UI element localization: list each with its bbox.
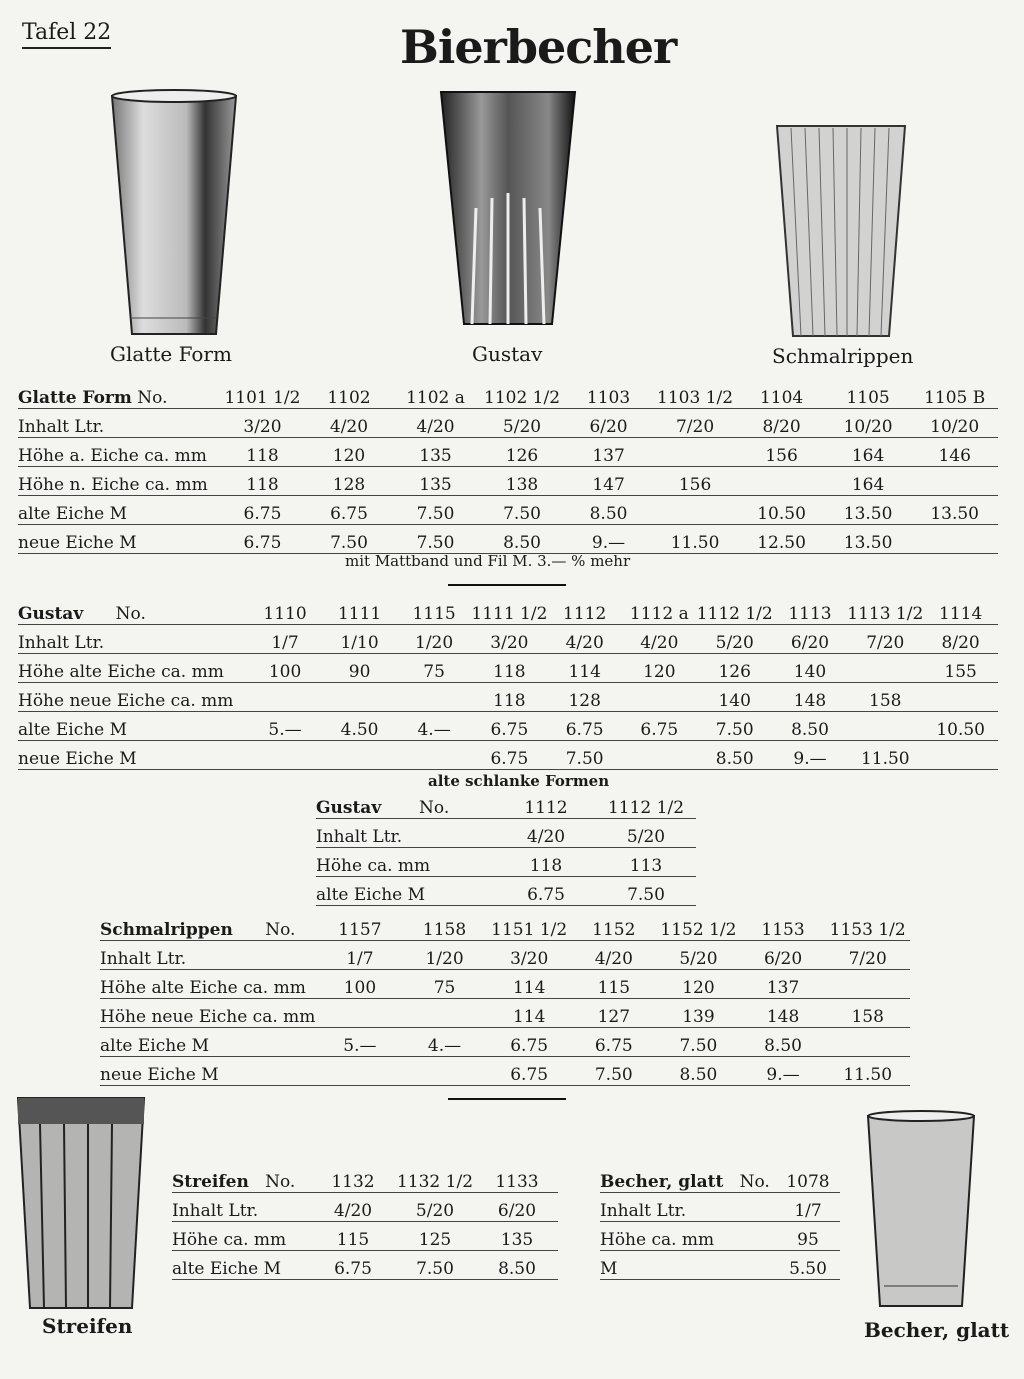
item-number: 1102 a: [392, 380, 479, 409]
table-cell: [911, 525, 998, 554]
table-cell: 9.—: [565, 525, 652, 554]
table-cell: 148: [773, 683, 848, 712]
table-cell: 137: [741, 970, 826, 999]
table-cell: 5/20: [656, 941, 741, 970]
table-cell: 5.50: [776, 1251, 840, 1280]
table-row: [18, 625, 998, 654]
row-label: Höhe ca. mm: [316, 848, 496, 877]
table-cell: 158: [847, 683, 923, 712]
item-number: 1111 1/2: [471, 596, 547, 625]
row-label: Höhe alte Eiche ca. mm: [18, 654, 248, 683]
table-cell: 8.50: [476, 1251, 558, 1280]
row-label: neue Eiche M: [18, 525, 219, 554]
row-label: Inhalt Ltr.: [172, 1193, 312, 1222]
table-cell: 8.50: [565, 496, 652, 525]
table-cell: 164: [825, 467, 912, 496]
table-cell: 10/20: [911, 409, 998, 438]
table-cell: 5/20: [596, 819, 696, 848]
table-cell: 13.50: [911, 496, 998, 525]
glatte-form-note: mit Mattband und Fil M. 3.— % mehr: [345, 552, 631, 570]
caption-gustav: Gustav: [472, 342, 543, 366]
table-head-label: Schmalrippen: [100, 920, 233, 940]
gustav-table: [18, 596, 998, 770]
table-cell: 1/20: [397, 625, 472, 654]
table-cell: [402, 999, 487, 1028]
item-number: 1078: [776, 1164, 840, 1193]
item-number: 1105: [825, 380, 912, 409]
table-cell: 6/20: [565, 409, 652, 438]
table-cell: [847, 654, 923, 683]
row-label: Höhe alte Eiche ca. mm: [100, 970, 318, 999]
row-label: Inhalt Ltr.: [18, 625, 248, 654]
table-cell: 90: [322, 654, 397, 683]
table-cell: [248, 741, 323, 770]
item-number: 1105 B: [911, 380, 998, 409]
item-number: 1153 1/2: [825, 912, 910, 941]
table-cell: [847, 712, 923, 741]
table-row: [316, 848, 696, 877]
table-row: [316, 819, 696, 848]
table-cell: [825, 970, 910, 999]
item-number: 1112 a: [622, 596, 697, 625]
table-cell: 7/20: [652, 409, 739, 438]
table-cell: 4/20: [571, 941, 656, 970]
schmalrippen-table: [100, 912, 910, 1086]
table-cell: 8/20: [738, 409, 825, 438]
table-cell: 9.—: [741, 1057, 826, 1086]
table-cell: 155: [923, 654, 998, 683]
table-cell: [622, 683, 697, 712]
row-label: alte Eiche M: [316, 877, 496, 906]
caption-streifen: Streifen: [42, 1314, 133, 1338]
table-cell: 7.50: [547, 741, 622, 770]
row-label: Inhalt Ltr.: [316, 819, 496, 848]
number-label: No.: [137, 388, 168, 408]
table-header-row: [316, 790, 696, 819]
number-label: No.: [419, 798, 450, 818]
item-number: 1112 1/2: [596, 790, 696, 819]
table-cell: 7/20: [825, 941, 910, 970]
item-number: 1112: [547, 596, 622, 625]
table-cell: 118: [219, 438, 306, 467]
table-row: [18, 741, 998, 770]
item-number: 1103 1/2: [652, 380, 739, 409]
row-label: M: [600, 1251, 776, 1280]
number-label: No.: [265, 920, 296, 940]
table-cell: 4.50: [322, 712, 397, 741]
table-cell: 7.50: [306, 525, 393, 554]
table-cell: 12.50: [738, 525, 825, 554]
table-cell: 148: [741, 999, 826, 1028]
table-cell: 126: [479, 438, 566, 467]
item-number: 1153: [741, 912, 826, 941]
table-row: [18, 525, 998, 554]
table-header-row: [100, 912, 910, 941]
row-label: Inhalt Ltr.: [100, 941, 318, 970]
table-cell: [652, 496, 739, 525]
table-cell: 6/20: [773, 625, 848, 654]
table-cell: 5.—: [318, 1028, 403, 1057]
table-row: [600, 1222, 840, 1251]
row-label: Inhalt Ltr.: [18, 409, 219, 438]
table-row: [18, 438, 998, 467]
table-header-row: [18, 380, 998, 409]
table-cell: 4/20: [306, 409, 393, 438]
table-cell: 6.75: [219, 496, 306, 525]
table-cell: [622, 741, 697, 770]
table-cell: 127: [571, 999, 656, 1028]
table-cell: 7.50: [697, 712, 773, 741]
item-number: 1152 1/2: [656, 912, 741, 941]
table-cell: 140: [773, 654, 848, 683]
table-cell: 7.50: [392, 496, 479, 525]
table-cell: 118: [496, 848, 596, 877]
gustav-glass-image: [438, 88, 578, 328]
table-row: [172, 1193, 558, 1222]
table-row: [316, 877, 696, 906]
table-cell: 8/20: [923, 625, 998, 654]
table-cell: 156: [738, 438, 825, 467]
table-cell: 6.75: [471, 741, 547, 770]
table-cell: 7.50: [392, 525, 479, 554]
streifen-glass-image: [16, 1094, 146, 1312]
table-cell: 120: [622, 654, 697, 683]
item-number: 1132: [312, 1164, 394, 1193]
table-cell: 7.50: [571, 1057, 656, 1086]
number-label: No.: [739, 1172, 770, 1192]
table-cell: 4.—: [402, 1028, 487, 1057]
section-divider: [448, 584, 566, 586]
row-label: neue Eiche M: [18, 741, 248, 770]
section-divider: [448, 1098, 566, 1100]
table-head-label: Gustav: [316, 798, 382, 818]
table-row: [100, 999, 910, 1028]
item-number: 1112 1/2: [697, 596, 773, 625]
table-cell: 156: [652, 467, 739, 496]
table-head-label: Gustav: [18, 604, 84, 624]
table-cell: 113: [596, 848, 696, 877]
streifen-table: [172, 1164, 558, 1280]
table-cell: 6.75: [487, 1057, 572, 1086]
table-cell: [318, 1057, 403, 1086]
table-row: [600, 1193, 840, 1222]
row-label: Höhe neue Eiche ca. mm: [18, 683, 248, 712]
table-cell: 125: [394, 1222, 476, 1251]
table-cell: 139: [656, 999, 741, 1028]
item-number: 1101 1/2: [219, 380, 306, 409]
table-cell: 114: [487, 999, 572, 1028]
table-cell: 4/20: [312, 1193, 394, 1222]
item-number: 1110: [248, 596, 323, 625]
table-cell: 8.50: [741, 1028, 826, 1057]
table-cell: 135: [476, 1222, 558, 1251]
table-cell: 6.75: [622, 712, 697, 741]
table-cell: 4/20: [392, 409, 479, 438]
item-number: 1113: [773, 596, 848, 625]
table-cell: 11.50: [652, 525, 739, 554]
table-cell: [652, 438, 739, 467]
table-row: [100, 970, 910, 999]
table-cell: 1/10: [322, 625, 397, 654]
table-cell: 6.75: [487, 1028, 572, 1057]
table-cell: 13.50: [825, 525, 912, 554]
table-cell: [402, 1057, 487, 1086]
table-cell: 4/20: [496, 819, 596, 848]
table-cell: 13.50: [825, 496, 912, 525]
table-cell: 100: [248, 654, 323, 683]
table-row: [172, 1222, 558, 1251]
table-cell: 8.50: [697, 741, 773, 770]
table-cell: 4/20: [622, 625, 697, 654]
glatte-form-glass-image: [108, 88, 240, 338]
page-title: Bierbecher: [400, 20, 677, 74]
table-cell: 6/20: [476, 1193, 558, 1222]
row-label: alte Eiche M: [100, 1028, 318, 1057]
table-cell: [397, 741, 472, 770]
table-cell: 118: [219, 467, 306, 496]
item-number: 1102 1/2: [479, 380, 566, 409]
caption-glatte-form: Glatte Form: [110, 342, 232, 366]
item-number: 1111: [322, 596, 397, 625]
table-cell: 1/7: [248, 625, 323, 654]
row-label: Höhe neue Eiche ca. mm: [100, 999, 318, 1028]
item-number: 1115: [397, 596, 472, 625]
table-cell: 7.50: [394, 1251, 476, 1280]
table-cell: 10/20: [825, 409, 912, 438]
row-label: alte Eiche M: [18, 496, 219, 525]
item-number: 1103: [565, 380, 652, 409]
table-cell: 10.50: [923, 712, 998, 741]
table-cell: 75: [397, 654, 472, 683]
table-cell: 147: [565, 467, 652, 496]
gustav-slender-table: [316, 790, 696, 906]
table-row: [18, 496, 998, 525]
table-cell: 118: [471, 654, 547, 683]
table-cell: 6.75: [306, 496, 393, 525]
row-label: neue Eiche M: [100, 1057, 318, 1086]
item-number: 1152: [571, 912, 656, 941]
table-head-label: Streifen: [172, 1172, 249, 1192]
number-label: No.: [265, 1172, 296, 1192]
table-cell: 1/20: [402, 941, 487, 970]
table-cell: 4/20: [547, 625, 622, 654]
item-number: 1113 1/2: [847, 596, 923, 625]
table-cell: [923, 741, 998, 770]
row-label: Höhe ca. mm: [600, 1222, 776, 1251]
table-cell: 7.50: [656, 1028, 741, 1057]
table-cell: 8.50: [656, 1057, 741, 1086]
item-number: 1112: [496, 790, 596, 819]
table-cell: 9.—: [773, 741, 848, 770]
table-cell: 146: [911, 438, 998, 467]
table-row: [18, 712, 998, 741]
table-cell: 6.75: [471, 712, 547, 741]
plate-number: Tafel 22: [22, 20, 111, 49]
table-cell: 120: [656, 970, 741, 999]
table-cell: 11.50: [847, 741, 923, 770]
item-number: 1158: [402, 912, 487, 941]
table-cell: 120: [306, 438, 393, 467]
table-cell: [248, 683, 323, 712]
table-cell: 126: [697, 654, 773, 683]
table-cell: 6.75: [547, 712, 622, 741]
table-row: [18, 683, 998, 712]
table-cell: 8.50: [479, 525, 566, 554]
table-row: [18, 409, 998, 438]
table-cell: 128: [306, 467, 393, 496]
table-cell: 3/20: [219, 409, 306, 438]
table-cell: 138: [479, 467, 566, 496]
table-header-row: [172, 1164, 558, 1193]
table-cell: 6.75: [312, 1251, 394, 1280]
table-cell: [911, 467, 998, 496]
table-head-label: Glatte Form: [18, 388, 132, 408]
table-cell: [738, 467, 825, 496]
row-label: alte Eiche M: [172, 1251, 312, 1280]
row-label: Höhe n. Eiche ca. mm: [18, 467, 219, 496]
becher-glatt-glass-image: [866, 1110, 976, 1310]
number-label: No.: [115, 604, 146, 624]
table-cell: 11.50: [825, 1057, 910, 1086]
table-cell: [318, 999, 403, 1028]
table-cell: 6/20: [741, 941, 826, 970]
row-label: alte Eiche M: [18, 712, 248, 741]
table-cell: 164: [825, 438, 912, 467]
table-cell: 4.—: [397, 712, 472, 741]
caption-becher-glatt: Becher, glatt: [864, 1318, 1010, 1342]
table-cell: [322, 683, 397, 712]
table-row: [600, 1251, 840, 1280]
table-cell: [322, 741, 397, 770]
table-cell: 158: [825, 999, 910, 1028]
table-cell: 5.—: [248, 712, 323, 741]
table-cell: 1/7: [318, 941, 403, 970]
table-row: [172, 1251, 558, 1280]
schmalrippen-glass-image: [775, 122, 907, 340]
table-cell: 6.75: [219, 525, 306, 554]
item-number: 1114: [923, 596, 998, 625]
item-number: 1157: [318, 912, 403, 941]
row-label: Höhe ca. mm: [172, 1222, 312, 1251]
table-cell: 1/7: [776, 1193, 840, 1222]
table-cell: 135: [392, 467, 479, 496]
table-cell: 114: [547, 654, 622, 683]
row-label: Höhe a. Eiche ca. mm: [18, 438, 219, 467]
table-cell: 6.75: [496, 877, 596, 906]
item-number: 1132 1/2: [394, 1164, 476, 1193]
table-row: [18, 467, 998, 496]
item-number: 1104: [738, 380, 825, 409]
table-cell: 115: [312, 1222, 394, 1251]
row-label: Inhalt Ltr.: [600, 1193, 776, 1222]
table-cell: 3/20: [487, 941, 572, 970]
table-cell: 100: [318, 970, 403, 999]
table-cell: 7.50: [479, 496, 566, 525]
table-cell: 5/20: [394, 1193, 476, 1222]
slender-forms-note: alte schlanke Formen: [428, 772, 610, 790]
table-cell: 140: [697, 683, 773, 712]
table-cell: 137: [565, 438, 652, 467]
table-cell: 10.50: [738, 496, 825, 525]
becher-glatt-table: [600, 1164, 840, 1280]
table-cell: 5/20: [697, 625, 773, 654]
table-header-row: [600, 1164, 840, 1193]
table-cell: [397, 683, 472, 712]
caption-schmalrippen: Schmalrippen: [772, 344, 914, 368]
table-row: [18, 654, 998, 683]
table-cell: 95: [776, 1222, 840, 1251]
table-header-row: [18, 596, 998, 625]
item-number: 1133: [476, 1164, 558, 1193]
table-cell: 118: [471, 683, 547, 712]
table-cell: 8.50: [773, 712, 848, 741]
table-cell: 3/20: [471, 625, 547, 654]
table-row: [100, 1057, 910, 1086]
table-cell: 115: [571, 970, 656, 999]
table-cell: 128: [547, 683, 622, 712]
table-cell: [923, 683, 998, 712]
table-head-label: Becher, glatt: [600, 1172, 724, 1192]
table-cell: 75: [402, 970, 487, 999]
table-row: [100, 941, 910, 970]
table-cell: 7/20: [847, 625, 923, 654]
glatte-form-table: [18, 380, 998, 554]
table-cell: 135: [392, 438, 479, 467]
table-row: [100, 1028, 910, 1057]
table-cell: 7.50: [596, 877, 696, 906]
table-cell: [825, 1028, 910, 1057]
item-number: 1151 1/2: [487, 912, 572, 941]
table-cell: 114: [487, 970, 572, 999]
table-cell: 5/20: [479, 409, 566, 438]
table-cell: 6.75: [571, 1028, 656, 1057]
item-number: 1102: [306, 380, 393, 409]
